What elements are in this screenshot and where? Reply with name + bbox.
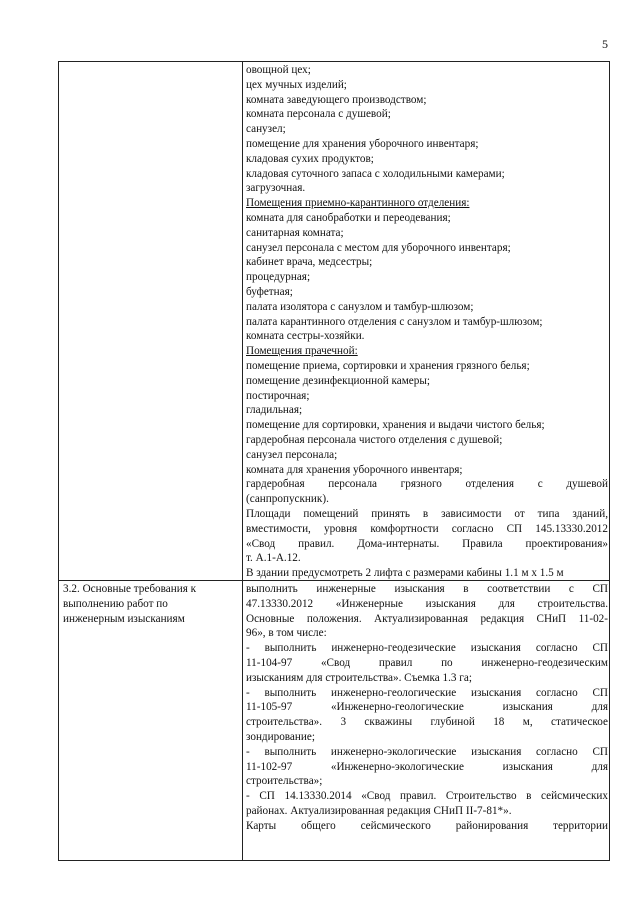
text-line: санитарная комната;: [246, 226, 344, 239]
row1-description-cell: [246, 63, 608, 581]
text-line: гардеробная персонала грязного отделения с душевой: [246, 478, 608, 491]
text-line: санузел;: [246, 123, 286, 136]
text-line: комната сестры-хозяйки.: [246, 330, 365, 343]
text-line: районах. Актуализированная редакция СНиП II-7-81*».: [246, 804, 512, 817]
text-line: процедурная;: [246, 271, 311, 284]
text-line: - выполнить инженерно-геологические изыскания согласно СП: [246, 686, 608, 699]
text-line: строительства». 3 скважины глубиной 18 м, статическое: [246, 716, 608, 729]
text-line: 11-102-97 «Инженерно-экологические изыскания для: [246, 760, 608, 773]
text-line: т. А.1-А.12.: [246, 552, 301, 565]
text-line: 11-105-97 «Инженерно-геологические изыскания для: [246, 701, 608, 714]
text-line: санузел персонала;: [246, 448, 338, 461]
text-line: гладильная;: [246, 404, 303, 417]
text-line: вместимости, уровня комфортности согласно СП 145.13330.2012: [246, 522, 608, 535]
column-divider: [242, 62, 243, 860]
text-line: Помещения прачечной:: [246, 345, 358, 358]
page-number: 5: [602, 37, 608, 51]
text-line: помещение для хранения уборочного инвентаря;: [246, 137, 479, 150]
text-line: Площади помещений принять в зависимости от типа зданий,: [246, 507, 608, 520]
text-line: кабинет врача, медсестры;: [246, 256, 373, 269]
text-line: помещение дезинфекционной камеры;: [246, 374, 430, 387]
row2-description-cell: [246, 582, 608, 834]
text-line: помещение для сортировки, хранения и выдачи чистого белья;: [246, 419, 545, 432]
requirement-title-line: выполнению работ по: [63, 597, 168, 610]
requirements-table: [58, 61, 610, 861]
text-line: - СП 14.13330.2014 «Свод правил. Строительство в сейсмических: [246, 790, 608, 803]
text-line: 47.13330.2012 «Инженерные изыскания для строительства.: [246, 597, 608, 610]
text-line: - выполнить инженерно-экологические изыскания согласно СП: [246, 745, 608, 758]
text-line: Основные положения. Актуализированная редакция СНиП 11-02-: [246, 612, 608, 625]
text-line: овощной цех;: [246, 64, 311, 76]
text-line: цех мучных изделий;: [246, 78, 347, 91]
requirement-title-line: 3.2. Основные требования к: [63, 583, 197, 595]
text-line: санузел персонала с местом для уборочного инвентаря;: [246, 241, 511, 254]
text-line: Карты общего сейсмического районирования территории: [246, 819, 608, 832]
row2-requirement-title-cell: [63, 582, 239, 626]
text-line: строительства»;: [246, 775, 323, 788]
text-line: зондирование;: [246, 730, 315, 743]
text-line: комната для санобработки и переодевания;: [246, 211, 451, 224]
text-line: (санпропускник).: [246, 493, 329, 506]
text-line: кладовая сухих продуктов;: [246, 152, 374, 165]
text-line: кладовая суточного запаса с холодильными камерами;: [246, 167, 505, 180]
text-line: «Свод правил. Дома-интернаты. Правила проектирования»: [246, 537, 608, 550]
text-line: гардеробная персонала чистого отделения с душевой;: [246, 433, 503, 446]
text-line: 96», в том числе:: [246, 627, 327, 640]
text-line: В здании предусмотреть 2 лифта с размерами кабины 1.1 м х 1.5 м: [246, 567, 564, 580]
text-line: 11-104-97 «Свод правил по инженерно-геодезическим: [246, 656, 608, 669]
text-line: палата карантинного отделения с санузлом и тамбур-шлюзом;: [246, 315, 543, 328]
requirement-title-line: инженерным изысканиям: [63, 612, 185, 625]
text-line: постирочная;: [246, 389, 310, 402]
text-line: Помещения приемно-карантинного отделения:: [246, 197, 470, 210]
text-line: помещение приема, сортировки и хранения грязного белья;: [246, 359, 530, 372]
text-line: - выполнить инженерно-геодезические изыскания согласно СП: [246, 642, 608, 655]
text-line: комната заведующего производством;: [246, 93, 427, 106]
text-line: выполнить инженерные изыскания в соответствии с СП: [246, 583, 608, 595]
text-line: загрузочная.: [246, 182, 306, 195]
text-line: палата изолятора с санузлом и тамбур-шлюзом;: [246, 300, 474, 313]
text-line: комната персонала с душевой;: [246, 108, 391, 121]
text-line: изысканиям для строительства». Съемка 1.3 га;: [246, 671, 472, 684]
text-line: комната для хранения уборочного инвентаря;: [246, 463, 463, 476]
text-line: буфетная;: [246, 285, 293, 298]
